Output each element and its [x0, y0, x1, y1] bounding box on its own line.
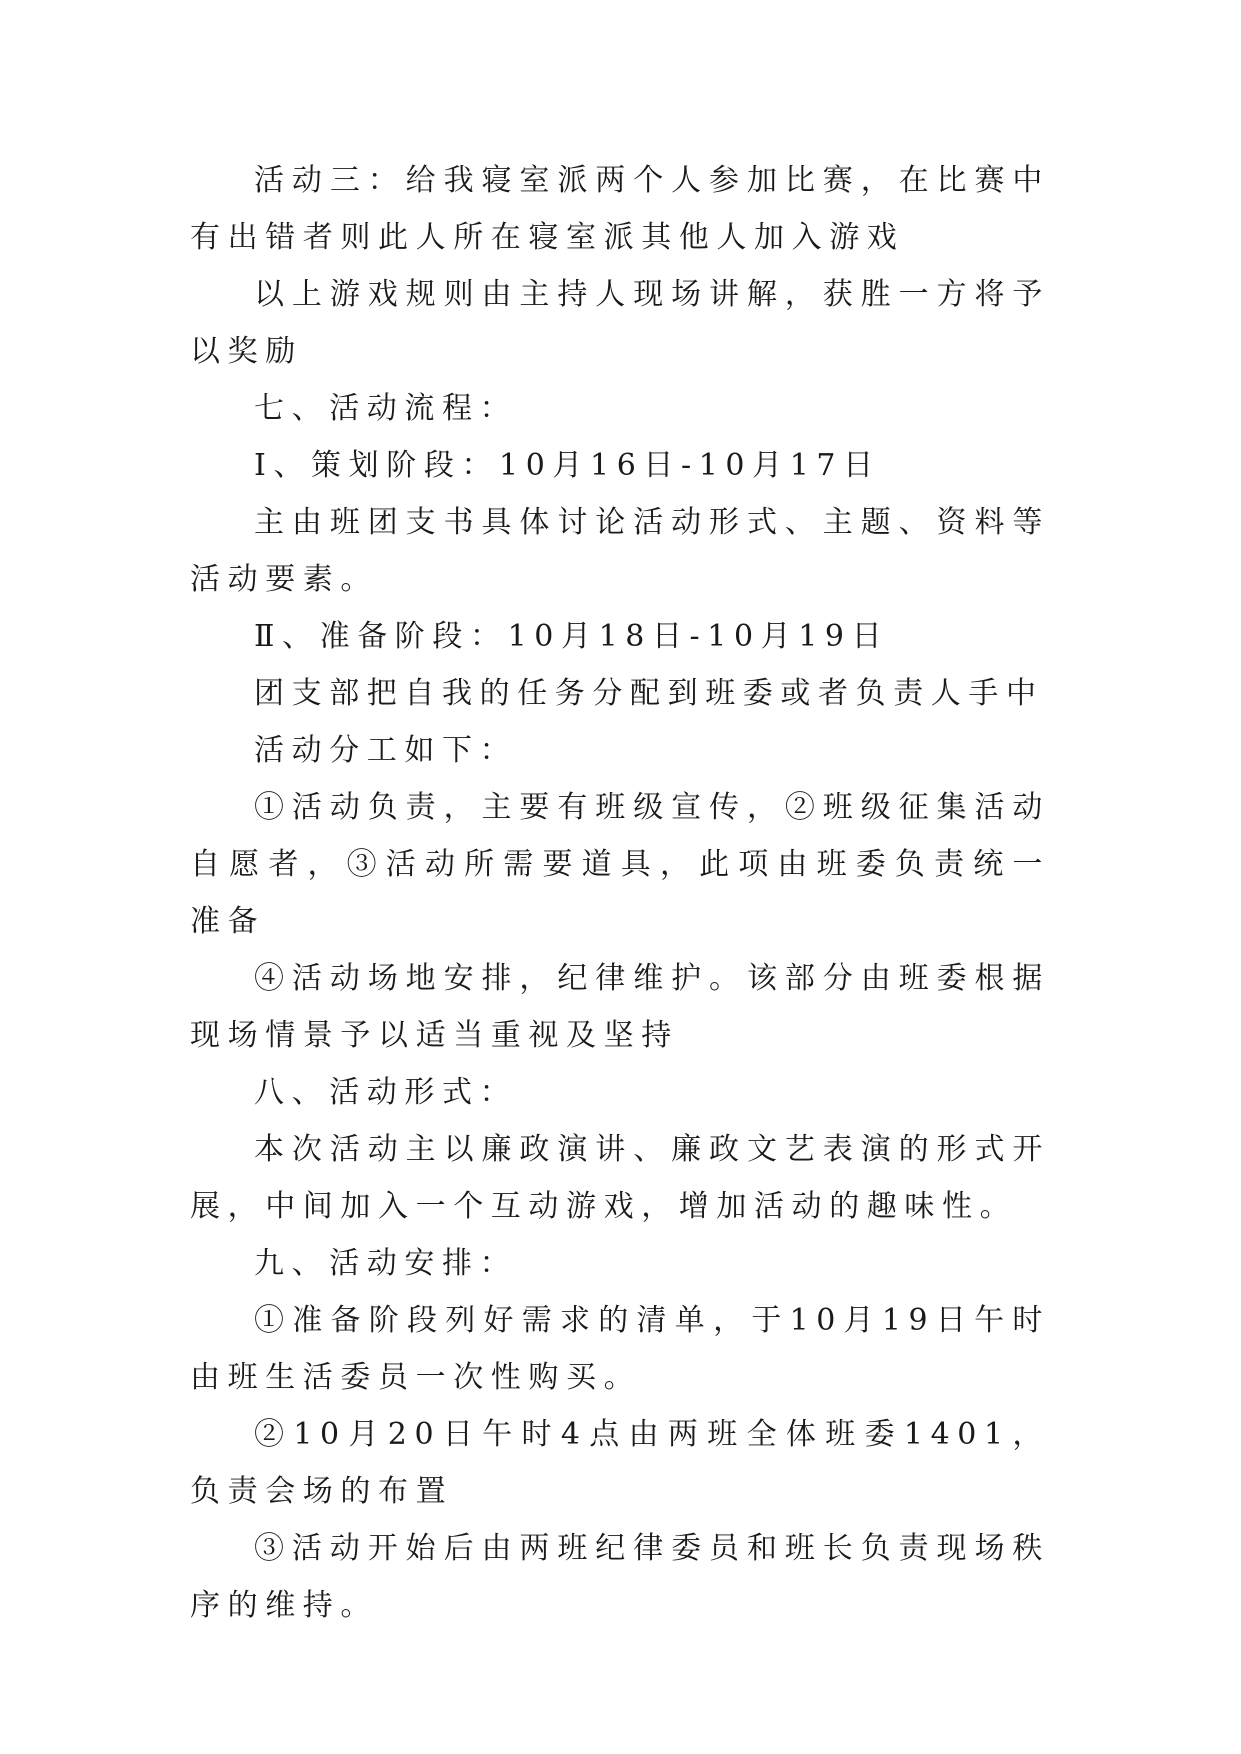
paragraph-game-rules: 以上游戏规则由主持人现场讲解，获胜一方将予以奖励 [190, 277, 1050, 369]
paragraph-activity-form: 本次活动主以廉政演讲、廉政文艺表演的形式开展，中间加入一个互动游戏，增加活动的趣味性。 [190, 1132, 1050, 1224]
document-body [190, 152, 1050, 1634]
heading-activity-schedule: 九、活动安排： [254, 1246, 518, 1281]
paragraph-venue-arrangement: ④活动场地安排，纪律维护。该部分由班委根据现场情景予以适当重视及坚持 [190, 961, 1050, 1053]
paragraph-planning-detail: 主由班团支书具体讨论活动形式、主题、资料等活动要素。 [190, 505, 1050, 597]
heading-activity-form: 八、活动形式： [254, 1075, 518, 1110]
paragraph-schedule-item-1: ①准备阶段列好需求的清单，于10月19日午时由班生活委员一次性购买。 [190, 1303, 1051, 1395]
paragraph-division-items: ①活动负责，主要有班级宣传，②班级征集活动自愿者，③活动所需要道具，此项由班委负责统一准备 [190, 790, 1050, 939]
paragraph-preparation-stage: Ⅱ、准备阶段：10月18日-10月19日 [254, 619, 890, 654]
paragraph-schedule-item-3: ③活动开始后由两班纪律委员和班长负责现场秩序的维持。 [190, 1531, 1050, 1623]
paragraph-activity-three: 活动三：给我寝室派两个人参加比赛，在比赛中有出错者则此人所在寝室派其他人加入游戏 [190, 163, 1050, 255]
heading-activity-process: 七、活动流程： [254, 391, 518, 426]
paragraph-division-intro: 活动分工如下： [254, 733, 518, 768]
paragraph-task-assignment: 团支部把自我的任务分配到班委或者负责人手中 [254, 676, 1044, 711]
paragraph-schedule-item-2: ②10月20日午时4点由两班全体班委1401，负责会场的布置 [190, 1417, 1050, 1509]
paragraph-planning-stage: Ⅰ、策划阶段：10月16日-10月17日 [254, 448, 881, 483]
